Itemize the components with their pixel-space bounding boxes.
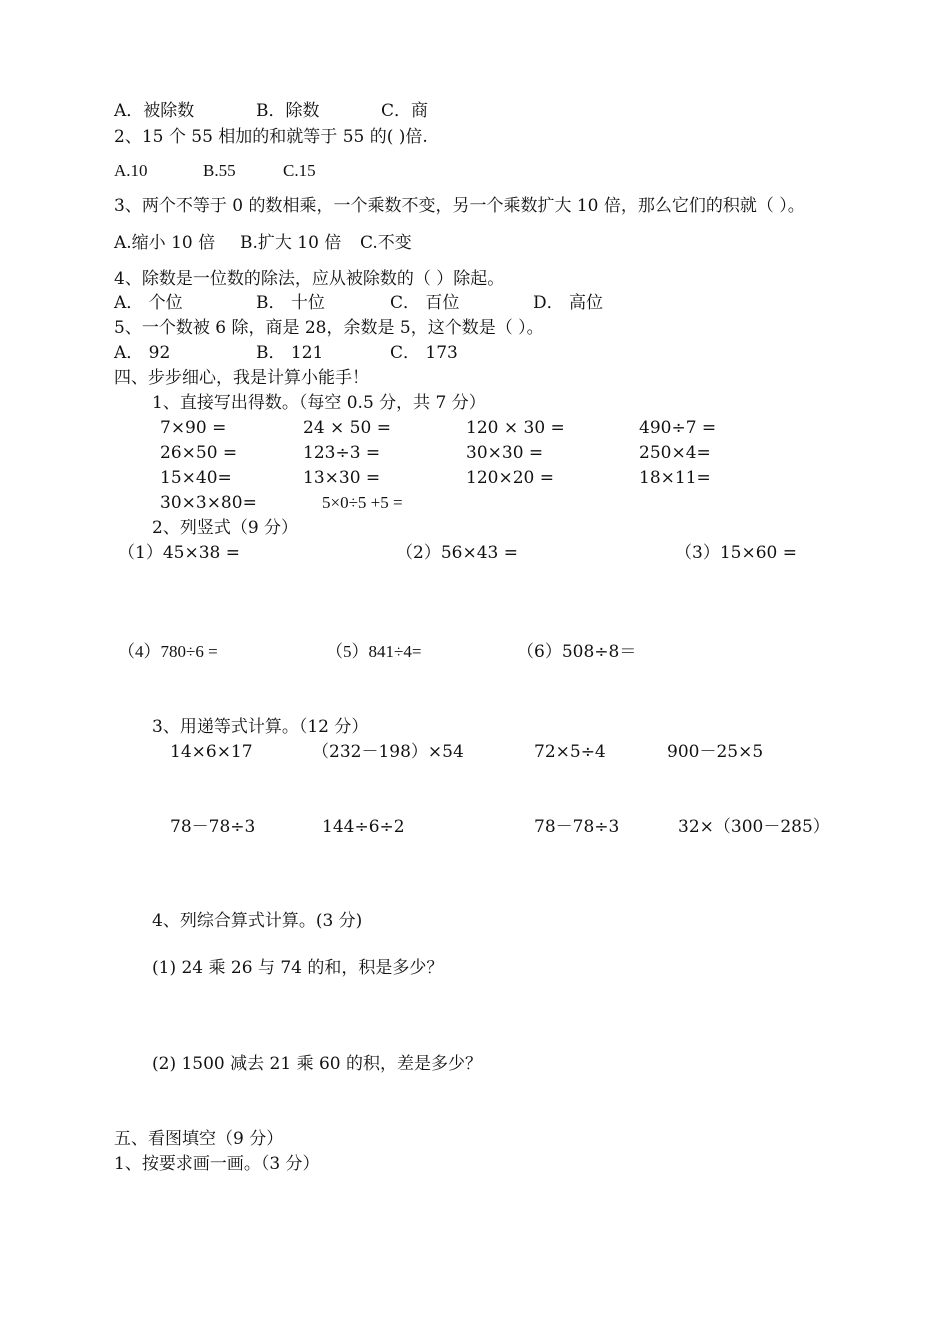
q4-option-c: C． 百位 [390,293,460,313]
vertical-3: （3）15×60 = [675,543,797,563]
vertical-5: （5）841÷4= [326,642,422,661]
calc-1-4: 490÷7 = [639,418,717,438]
calc-2-4: 250×4= [639,443,711,463]
option-b: B．除数 [256,101,320,121]
stepwise-5: 78－78÷3 [170,817,256,837]
calc-1-2: 24 × 50 = [303,418,391,438]
q4-option-d: D． 高位 [533,293,604,313]
q4-option-a: A． 个位 [114,293,183,313]
stepwise-1: 14×6×17 [170,742,253,762]
word-problem-1: (1) 24 乘 26 与 74 的和，积是多少？ [152,958,444,978]
part-1-title: 1、直接写出得数。（每空 0.5 分，共 7 分） [152,393,486,413]
stepwise-3: 72×5÷4 [534,742,606,762]
vertical-1: （1）45×38 = [118,543,240,563]
q2-option-c: C.15 [283,161,316,180]
stepwise-4: 900－25×5 [667,742,764,762]
stepwise-2: （232－198）×54 [312,742,464,762]
part-4-title: 4、列综合算式计算。(3 分) [152,911,363,931]
calc-2-3: 30×30 = [466,443,544,463]
calc-2-2: 123÷3 = [303,443,381,463]
question-3: 3、两个不等于 0 的数相乘，一个乘数不变，另一个乘数扩大 10 倍，那么它们的积就（ ）。 [114,196,805,216]
q3-option-a: A.缩小 10 倍 [114,233,216,253]
calc-1-3: 120 × 30 = [466,418,565,438]
section-5-title: 五、看图填空（9 分） [114,1129,284,1149]
q5-option-c: C． 173 [390,343,458,363]
part-2-title: 2、列竖式（9 分） [152,518,299,538]
q2-option-a: A.10 [114,161,148,180]
word-problem-2: (2) 1500 减去 21 乘 60 的积，差是多少？ [152,1054,483,1074]
vertical-4: （4）780÷6 = [118,642,218,661]
q5-option-a: A． 92 [114,343,171,363]
q5-option-b: B． 121 [256,343,324,363]
q4-option-b: B． 十位 [256,293,325,313]
q3-option-b: B.扩大 10 倍 [240,233,342,253]
calc-3-1: 15×40= [160,468,232,488]
calc-2-1: 26×50 = [160,443,238,463]
calc-4-2: 5×0÷5 +5 = [322,493,403,512]
calc-1-1: 7×90 = [160,418,227,438]
calc-3-4: 18×11= [639,468,711,488]
stepwise-6: 144÷6÷2 [322,817,405,837]
vertical-2: （2）56×43 = [396,543,518,563]
option-a: A．被除数 [114,101,195,121]
section-5-part-1: 1、按要求画一画。（3 分） [114,1154,320,1174]
vertical-6: （6）508÷8＝ [517,642,637,662]
calc-3-3: 120×20 = [466,468,554,488]
q2-option-b: B.55 [203,161,236,180]
q3-option-c: C.不变 [360,233,412,253]
section-4-title: 四、步步细心，我是计算小能手！ [114,368,369,388]
stepwise-8: 32×（300－285） [678,817,830,837]
option-c: C．商 [381,101,429,121]
question-2: 2、15 个 55 相加的和就等于 55 的( )倍. [114,127,428,147]
calc-3-2: 13×30 = [303,468,381,488]
question-4: 4、除数是一位数的除法，应从被除数的（ ）除起。 [114,269,505,289]
question-5: 5、一个数被 6 除，商是 28，余数是 5，这个数是（ ）。 [114,318,544,338]
stepwise-7: 78－78÷3 [534,817,620,837]
calc-4-1: 30×3×80= [160,493,257,513]
part-3-title: 3、用递等式计算。（12 分） [152,717,369,737]
